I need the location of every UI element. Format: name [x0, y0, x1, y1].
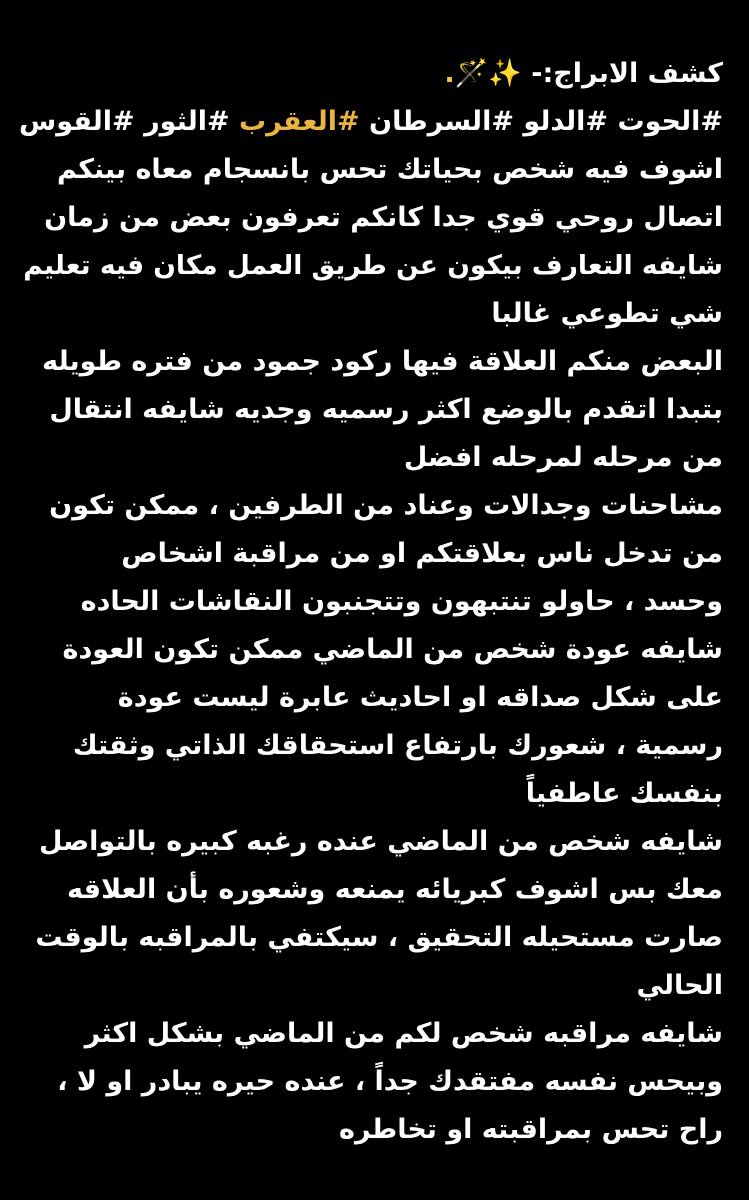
text-line: من تدخل ناس بعلاقتكم او من مراقبة اشخاص: [121, 538, 723, 569]
hashtag[interactable]: #الدلو: [523, 106, 609, 137]
hashtag-line: [20, 98, 723, 146]
text-line: شايفه التعارف بيكون عن طريق العمل مكان فيه تعليم: [23, 250, 723, 281]
text-line: معك بس اشوف كبريائه يمنعه وشعوره بأن العلاقه: [67, 874, 723, 905]
text-line: بنفسك عاطفياً: [525, 778, 723, 809]
text-line: رسمية ، شعورك بارتفاع استحقاقك الذاتي وثقتك: [72, 730, 723, 761]
text-line: وحسد ، حاولو تنتبهون وتتجنبون النقاشات الحاده: [80, 586, 723, 617]
hashtag[interactable]: #القوس: [19, 106, 135, 137]
text-line: مشاحنات وجدالات وعناد من الطرفين ، ممكن تكون: [49, 490, 723, 521]
text-line: راح تحس بمراقبته او تخاطره: [339, 1114, 723, 1145]
text-line: وبيحس نفسه مفتقدك جداً ، عنده حيره يبادر او لا ،: [57, 1066, 723, 1097]
text-line: من مرحله لمرحله افضل: [403, 442, 723, 473]
text-line: على شكل صداقه او احاديث عابرة ليست عودة: [117, 682, 723, 713]
hashtag-highlighted[interactable]: #العقرب: [239, 106, 360, 137]
text-line: شايفه شخص من الماضي عنده رغبه كبيره بالتواصل: [38, 826, 723, 857]
text-line: شايفه عودة شخص من الماضي ممكن تكون العودة: [62, 634, 723, 665]
text-line: بتبدا اتقدم بالوضع اكثر رسميه وجديه شايفه انتقال: [49, 394, 723, 425]
text-line: اتصال روحي قوي جدا كانكم تعرفون بعض من زمان: [44, 202, 723, 233]
text-line: الحالي: [636, 970, 723, 1001]
text-line: شي تطوعي غالبا: [491, 298, 723, 329]
note-title-line: [20, 50, 723, 98]
text-line: صارت مستحيله التحقيق ، سيكتفي بالمراقبه بالوقت: [35, 922, 723, 953]
hashtag[interactable]: #الثور: [144, 106, 230, 137]
text-line: البعض منكم العلاقة فيها ركود جمود من فتره طويله: [42, 346, 723, 377]
hashtag[interactable]: #السرطان: [369, 106, 514, 137]
text-line: اشوف فيه شخص بحياتك تحس بانسجام معاه بينكم: [57, 154, 723, 185]
sparkles-wand-icon: ✨🪄.: [444, 58, 522, 89]
text-line: شايفه مراقبه شخص لكم من الماضي بشكل اكثر: [84, 1018, 723, 1049]
hashtag[interactable]: #الحوت: [617, 106, 723, 137]
note-text: [20, 50, 723, 1154]
note-title: كشف الابراج:-: [531, 58, 723, 89]
